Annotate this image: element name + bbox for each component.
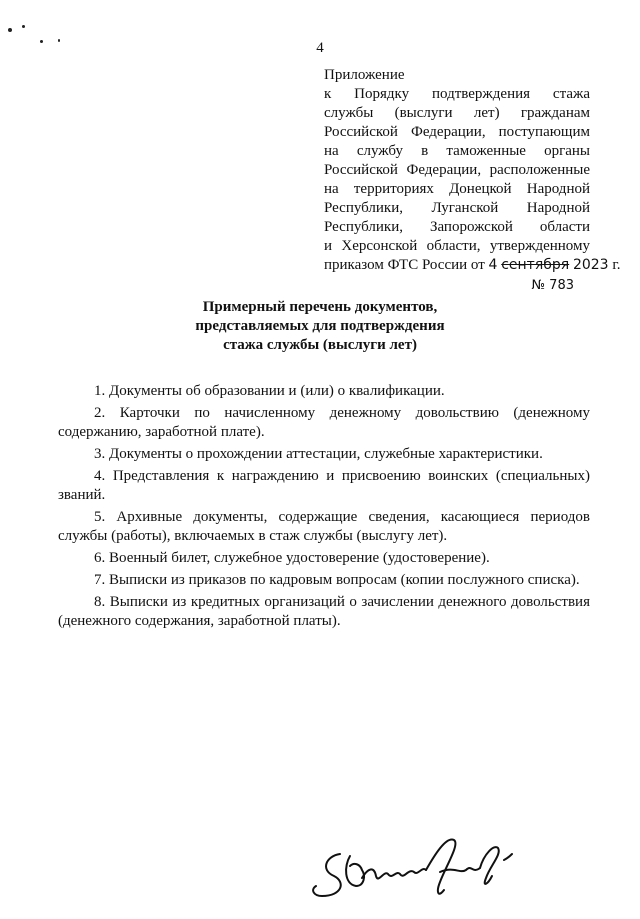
- title-line: представляемых для подтверждения: [195, 318, 445, 334]
- list-item: 1. Документы об образовании и (или) о квалификации.: [94, 383, 445, 399]
- document-title: [0, 298, 640, 355]
- list-item: 5. Архивные документы, содержащие сведения, касающиеся периодов службы (работы), включаемых в стаж службы (выслугу лет).: [58, 509, 590, 544]
- order-date-day: 4: [488, 257, 498, 273]
- list-item: 8. Выписки из кредитных организаций о зачислении денежного довольствия (денежного содержания, заработной платы).: [58, 594, 590, 629]
- title-line: Примерный перечень документов,: [202, 299, 438, 315]
- annex-line: к Порядку подтверждения стажа: [324, 86, 590, 102]
- page-number: 4: [316, 40, 324, 56]
- list-item: 7. Выписки из приказов по кадровым вопросам (копии послужного списка).: [94, 572, 580, 588]
- annex-line: на службу в таможенные органы: [324, 143, 590, 159]
- order-number: № 783: [531, 278, 574, 293]
- annex-line: Российской Федерации, расположенные: [324, 162, 590, 178]
- list-item: 2. Карточки по начисленному денежному довольствию (денежному содержанию, заработной плате).: [58, 405, 590, 440]
- order-year-suffix: г.: [612, 257, 621, 273]
- annex-line: Республики, Запорожской области: [324, 219, 590, 235]
- annex-line: службы (выслуги лет) гражданам: [324, 105, 590, 121]
- annex-line: Приложение: [324, 67, 405, 83]
- list-item: 4. Представления к награждению и присвоению воинских (специальных) званий.: [58, 468, 590, 503]
- title-line: стажа службы (выслуги лет): [223, 337, 417, 353]
- list-item: 3. Документы о прохождении аттестации, служебные характеристики.: [94, 446, 543, 462]
- order-line: [324, 256, 621, 275]
- annex-line: Российской Федерации, поступающим: [324, 124, 590, 140]
- annex-line: Республики, Луганской Народной: [324, 200, 590, 216]
- list-item: 6. Военный билет, служебное удостоверение (удостоверение).: [94, 550, 490, 566]
- order-date-month: сентября: [501, 257, 570, 273]
- scan-speck: [22, 25, 25, 28]
- annex-header: [324, 66, 621, 295]
- document-list: [58, 382, 590, 634]
- order-date-year: 2023: [572, 257, 609, 273]
- annex-line: на территориях Донецкой Народной: [324, 181, 590, 197]
- annex-line: и Херсонской области, утвержденному: [324, 238, 590, 254]
- signature-icon: [304, 826, 524, 906]
- scan-speck: [8, 28, 12, 32]
- order-prefix: приказом ФТС России от: [324, 257, 485, 273]
